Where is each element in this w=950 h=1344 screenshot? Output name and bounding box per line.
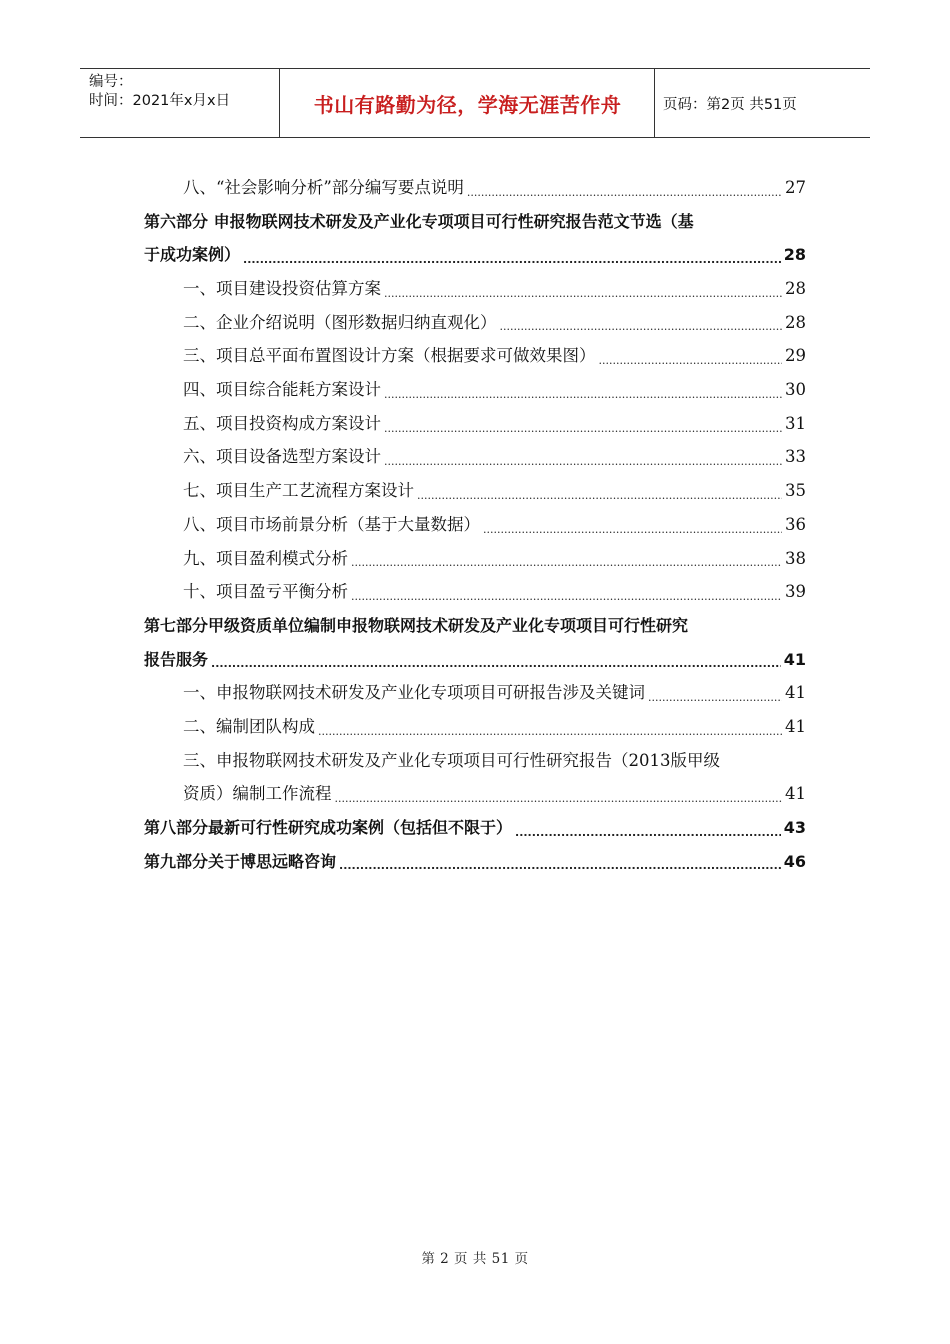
toc-entry[interactable] bbox=[144, 272, 806, 306]
toc-entry[interactable] bbox=[144, 845, 806, 879]
toc-leader-dots bbox=[648, 686, 782, 710]
toc-leader-dots bbox=[599, 349, 783, 373]
toc-entry-title: 资质）编制工作流程 bbox=[183, 784, 332, 804]
toc-page-number: 28 bbox=[785, 312, 806, 332]
toc-page-number: 38 bbox=[785, 548, 806, 568]
code-label: 编号： bbox=[89, 74, 133, 90]
toc-entry-title: 七、项目生产工艺流程方案设计 bbox=[183, 481, 414, 501]
toc-page-number: 41 bbox=[785, 784, 806, 804]
toc-leader-dots bbox=[500, 315, 783, 339]
toc-leader-dots bbox=[384, 417, 782, 441]
toc-entry-title: 第九部分关于博思远略咨询 bbox=[144, 851, 337, 871]
toc-entry[interactable] bbox=[144, 643, 806, 677]
toc-entry-title: 六、项目设备选型方案设计 bbox=[183, 447, 381, 467]
header-meta bbox=[80, 69, 280, 137]
toc-page-number: 31 bbox=[785, 413, 806, 433]
toc-leader-dots bbox=[318, 720, 782, 744]
toc-entry-text-line1[interactable]: 第六部分 申报物联网技术研发及产业化专项项目可行性研究报告范文节选（基 bbox=[144, 211, 694, 231]
toc-leader-dots bbox=[243, 248, 781, 272]
toc-page-number: 39 bbox=[785, 582, 806, 602]
toc-entry-text-line1[interactable]: 三、申报物联网技术研发及产业化专项项目可行性研究报告（2013版甲级 bbox=[183, 750, 720, 770]
toc-page-number: 41 bbox=[783, 649, 806, 669]
page-header bbox=[80, 68, 870, 138]
toc-entry[interactable] bbox=[144, 575, 806, 609]
toc-entry-title: 八、项目市场前景分析（基于大量数据） bbox=[183, 514, 480, 534]
toc-entry[interactable] bbox=[144, 306, 806, 340]
toc-entry[interactable] bbox=[144, 441, 806, 475]
toc-entry-title: 四、项目综合能耗方案设计 bbox=[183, 380, 381, 400]
toc-leader-dots bbox=[351, 551, 782, 575]
toc-leader-dots bbox=[384, 282, 782, 306]
toc-leader-dots bbox=[339, 854, 781, 878]
toc-entry-title: 五、项目投资构成方案设计 bbox=[183, 413, 381, 433]
toc-page-number: 41 bbox=[785, 716, 806, 736]
time-label: 时间：2021年x月x日 bbox=[89, 93, 231, 109]
toc-entry-text-line1[interactable]: 第七部分甲级资质单位编制申报物联网技术研发及产业化专项项目可行性研究 bbox=[144, 615, 689, 635]
toc-entry-title: 二、编制团队构成 bbox=[183, 716, 315, 736]
toc-leader-dots bbox=[417, 484, 782, 508]
toc-leader-dots bbox=[384, 450, 782, 474]
toc-page-number: 35 bbox=[785, 481, 806, 501]
toc-entry-title: 第八部分最新可行性研究成功案例（包括但不限于） bbox=[144, 818, 513, 838]
header-page-info: 页码：第2页 共51页 bbox=[663, 96, 797, 113]
toc-entry-title: 三、项目总平面布置图设计方案（根据要求可做效果图） bbox=[183, 346, 596, 366]
toc-page-number: 41 bbox=[785, 683, 806, 703]
toc-entry[interactable] bbox=[144, 811, 806, 845]
toc-entry[interactable] bbox=[144, 373, 806, 407]
toc-leader-dots bbox=[211, 652, 781, 676]
toc-entry[interactable] bbox=[144, 407, 806, 441]
toc-entry[interactable] bbox=[144, 542, 806, 576]
toc-leader-dots bbox=[515, 821, 781, 845]
table-of-contents bbox=[144, 171, 806, 878]
toc-page-number: 28 bbox=[783, 245, 806, 265]
toc-entry-title: 一、申报物联网技术研发及产业化专项项目可研报告涉及关键词 bbox=[183, 683, 645, 703]
toc-entry[interactable] bbox=[144, 339, 806, 373]
toc-leader-dots bbox=[384, 383, 782, 407]
toc-entry-title: 九、项目盈利模式分析 bbox=[183, 548, 348, 568]
toc-entry[interactable] bbox=[144, 474, 806, 508]
toc-page-number: 30 bbox=[785, 380, 806, 400]
toc-page-number: 36 bbox=[785, 514, 806, 534]
toc-page-number: 28 bbox=[785, 279, 806, 299]
toc-page-number: 46 bbox=[783, 851, 806, 871]
toc-entry[interactable] bbox=[144, 238, 806, 272]
toc-page-number: 29 bbox=[785, 346, 806, 366]
toc-entry[interactable] bbox=[144, 710, 806, 744]
toc-entry-title: 一、项目建设投资估算方案 bbox=[183, 279, 381, 299]
toc-leader-dots bbox=[351, 585, 782, 609]
toc-entry[interactable] bbox=[144, 777, 806, 811]
toc-entry[interactable] bbox=[144, 171, 806, 205]
toc-entry[interactable] bbox=[144, 508, 806, 542]
toc-entry-title: 十、项目盈亏平衡分析 bbox=[183, 582, 348, 602]
toc-entry[interactable] bbox=[144, 676, 806, 710]
toc-leader-dots bbox=[483, 518, 782, 542]
toc-page-number: 43 bbox=[783, 818, 806, 838]
toc-entry-title: 于成功案例） bbox=[144, 245, 241, 265]
toc-leader-dots bbox=[335, 787, 783, 811]
toc-entry-title: 二、企业介绍说明（图形数据归纳直观化） bbox=[183, 312, 497, 332]
toc-leader-dots bbox=[467, 181, 782, 205]
toc-entry-title: 报告服务 bbox=[144, 649, 209, 669]
page-footer: 第 2 页 共 51 页 bbox=[421, 1251, 529, 1267]
toc-page-number: 27 bbox=[785, 177, 806, 197]
toc-entry-title: 八、“社会影响分析”部分编写要点说明 bbox=[183, 177, 464, 197]
toc-page-number: 33 bbox=[785, 447, 806, 467]
header-motto: 书山有路勤为径，学海无涯苦作舟 bbox=[281, 69, 655, 137]
